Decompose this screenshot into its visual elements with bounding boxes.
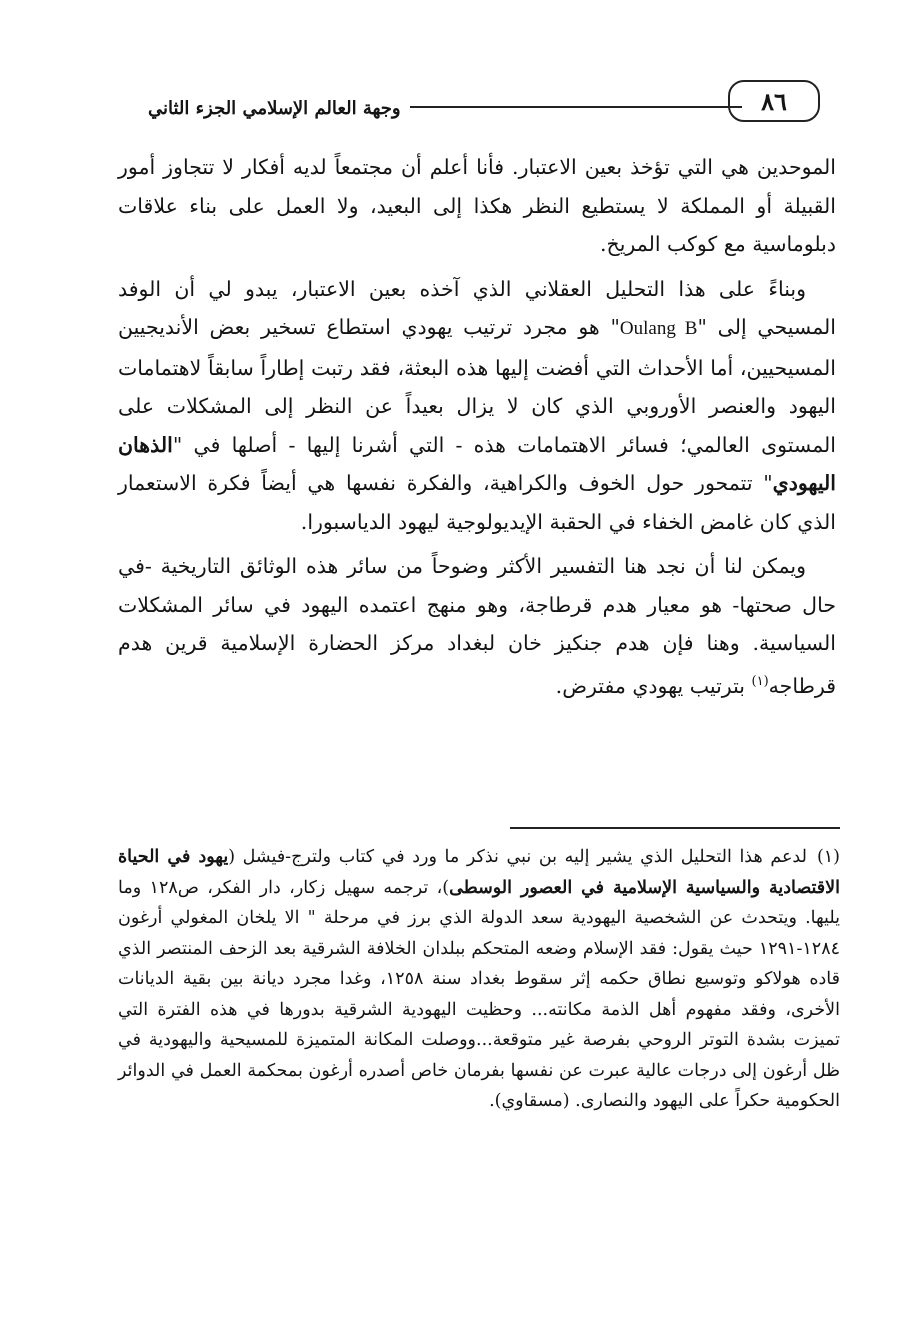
footnote-paragraph bbox=[118, 842, 840, 1117]
paragraph-2-text-c: " تتمحور حول الخوف والكراهية، والفكرة نفسها هي أيضاً فكرة الاستعمار الذي كان غامض الخفاء في الحقبة الإيديولوجية ليهود الدياسبورا. bbox=[118, 471, 836, 534]
footnote-marker: (١) bbox=[816, 847, 840, 867]
paragraph-1-text: الموحدين هي التي تؤخذ بعين الاعتبار. فأنا أعلم أن مجتمعاً لديه أفكار لا تتجاوز أمور القبيلة أو المملكة لا يستطيع النظر هكذا إلى البعيد، ولا العمل على بناء علاقات دبلوماسية مع كوكب المريخ. bbox=[118, 155, 836, 256]
paragraph-2 bbox=[118, 270, 836, 542]
paragraph-3-text-a: ويمكن لنا أن نجد هنا التفسير الأكثر وضوحاً من سائر هذه الوثائق التاريخية -في حال صحتها- هو معيار هدم قرطاجة، وهو منهج اعتمده اليهود في سائر المشكلات السياسية. وهنا فإن هدم جنكيز خان لبغداد مركز الحضارة الإسلامية قرين هدم قرطاجه bbox=[118, 554, 836, 698]
page-header bbox=[120, 70, 840, 140]
body-text bbox=[118, 148, 836, 711]
footnote-rule bbox=[510, 827, 840, 829]
paragraph-2-text-b: " هو مجرد ترتيب يهودي استطاع تسخير بعض الأنديجيين المسيحيين، أما الأحداث التي أفضت إليها هذه البعثة، فقد رتبت إطاراً سابقاً لاهتمامات اليهود والعنصر الأوروبي الذي كان لا يزال بعيداً عن النظر إلى المشكلات على المستوى العالمي؛ فسائر الاهتمامات هذه - التي أشرنا إليها - أصلها في " bbox=[118, 315, 836, 457]
paragraph-1 bbox=[118, 148, 836, 264]
footnote-reference: (١) bbox=[751, 673, 769, 689]
footnote bbox=[118, 842, 840, 1117]
running-title: وجهة العالم الإسلامي الجزء الثاني bbox=[148, 98, 401, 119]
paragraph-3-text-b: بترتيب يهودي مفترض. bbox=[555, 673, 752, 698]
footnote-text-b: )، ترجمه سهيل زكار، دار الفكر، ص١٢٨ وما يليها. ويتحدث عن الشخصية اليهودية سعد الدولة الذي برز في مرحلة " الا يلخان المغولي أرغون ١٢٨٤-١٢٩١ حيث يقول: فقد الإسلام وضعه المتحكم ببلدان الخلافة الشرقية بعد الزحف المنتصر الذي قاده هولاكو وتوسيع نطاق حكمه إثر سقوط بغداد سنة ١٢٥٨، وغدا مجرد ديانة بين بقية الديانات الأخرى، وفقد مفهوم أهل الذمة مكانته... وحظيت اليهودية الشرقية بدورها في هذه الفترة التي تميزت بشدة التوتر الروحي بفرصة غير متوقعة...ووصلت المكانة المتميزة للمسيحية واليهودية في ظل أرغون إلى درجات عالية عبرت عن نفسها بفرمان خاص أصدره أرغون بمحكمة العمل في الدوائر الحكومية حكراً على اليهود والنصارى. (مسقاوي). bbox=[118, 877, 840, 1111]
footnote-book-title: يهود في الحياة الاقتصادية والسياسية الإسلامية في العصور الوسطى bbox=[118, 847, 840, 898]
header-rule bbox=[410, 106, 742, 108]
page-number: ٨٦ bbox=[728, 80, 820, 122]
paragraph-3 bbox=[118, 547, 836, 705]
footnote-text-a: لدعم هذا التحليل الذي يشير إليه بن نبي نذكر ما ورد في كتاب ولترج-فيشل ( bbox=[228, 847, 807, 867]
paragraph-2-text-a: وبناءً على هذا التحليل العقلاني الذي آخذه بعين الاعتبار، يبدو لي أن الوفد المسيحي إلى " bbox=[118, 276, 836, 339]
bold-term: الذهان اليهودي bbox=[118, 432, 836, 495]
latin-term: Oulang B bbox=[619, 318, 698, 339]
